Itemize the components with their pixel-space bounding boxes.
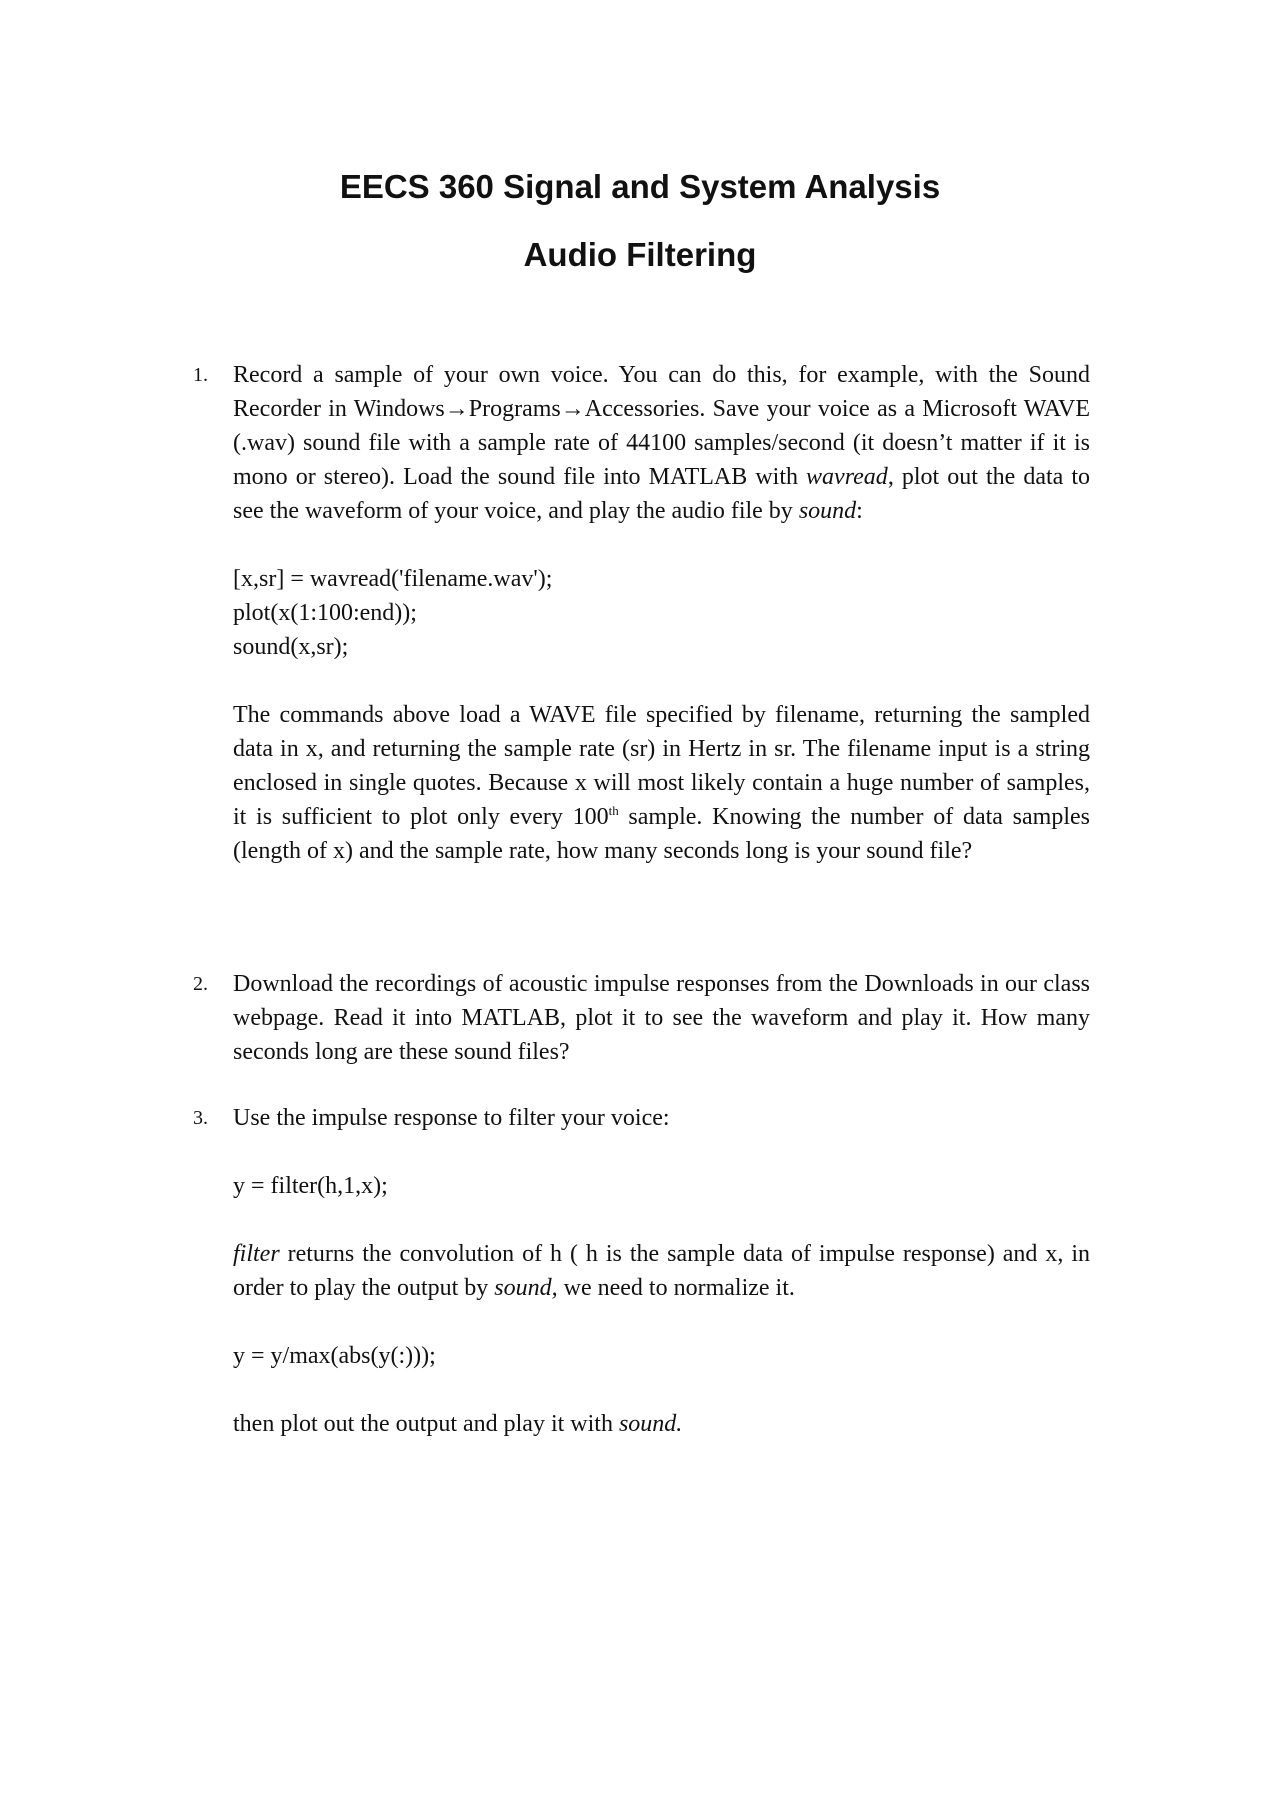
- item-1-explanation: The commands above load a WAVE file specified by filename, returning the sampled data in x, and returning the sample rate (sr) in Hertz in sr. The filename input is a string enclosed in single quotes. Because x will most likely contain a huge number of samples, it is sufficient to plot only every 100th sample. Knowing the number of data samples (length of x) and the sample rate, how many seconds long is your sound file?: [233, 702, 1090, 864]
- code-line: y = filter(h,1,x);: [233, 1173, 388, 1199]
- item-3-closing: then plot out the output and play it with sound.: [233, 1411, 683, 1437]
- code-line: plot(x(1:100:end));: [233, 600, 417, 626]
- item-number: 1.: [193, 364, 208, 386]
- item-body: [233, 967, 1090, 1069]
- code-line: y = y/max(abs(y(:)));: [233, 1343, 436, 1369]
- code-line: [x,sr] = wavread('filename.wav');: [233, 566, 553, 592]
- item-2-text: Download the recordings of acoustic impulse responses from the Downloads in our class webpage. Read it into MATLAB, plot it to see the waveform and play it. How many seconds long are these sound files?: [233, 971, 1090, 1065]
- code-line: sound(x,sr);: [233, 634, 349, 660]
- item-3-intro: Use the impulse response to filter your voice:: [233, 1105, 670, 1131]
- item-number: 3.: [193, 1107, 208, 1129]
- item-body: [233, 1101, 1090, 1441]
- page-subtitle: Audio Filtering: [523, 236, 757, 273]
- arrow-right-icon: →: [560, 396, 585, 422]
- item-number: 2.: [193, 973, 208, 995]
- page-title: EECS 360 Signal and System Analysis: [339, 168, 941, 205]
- item-body: [233, 358, 1090, 868]
- item-3-explanation: filter returns the convolution of h ( h is the sample data of impulse response) and x, in order to play the output by sound, we need to normalize it.: [233, 1241, 1090, 1301]
- item-1-intro: Record a sample of your own voice. You can do this, for example, with the Sound Recorder in Windows→Programs→Accessories. Save your voice as a Microsoft WAVE (.wav) sound file with a sample rate of 44100 samples/second (it doesn’t matter if it is mono or stereo). Load the sound file into MATLAB with wavread, plot out the data to see the waveform of your voice, and play the audio file by sound:: [233, 362, 1091, 524]
- arrow-right-icon: →: [444, 396, 469, 422]
